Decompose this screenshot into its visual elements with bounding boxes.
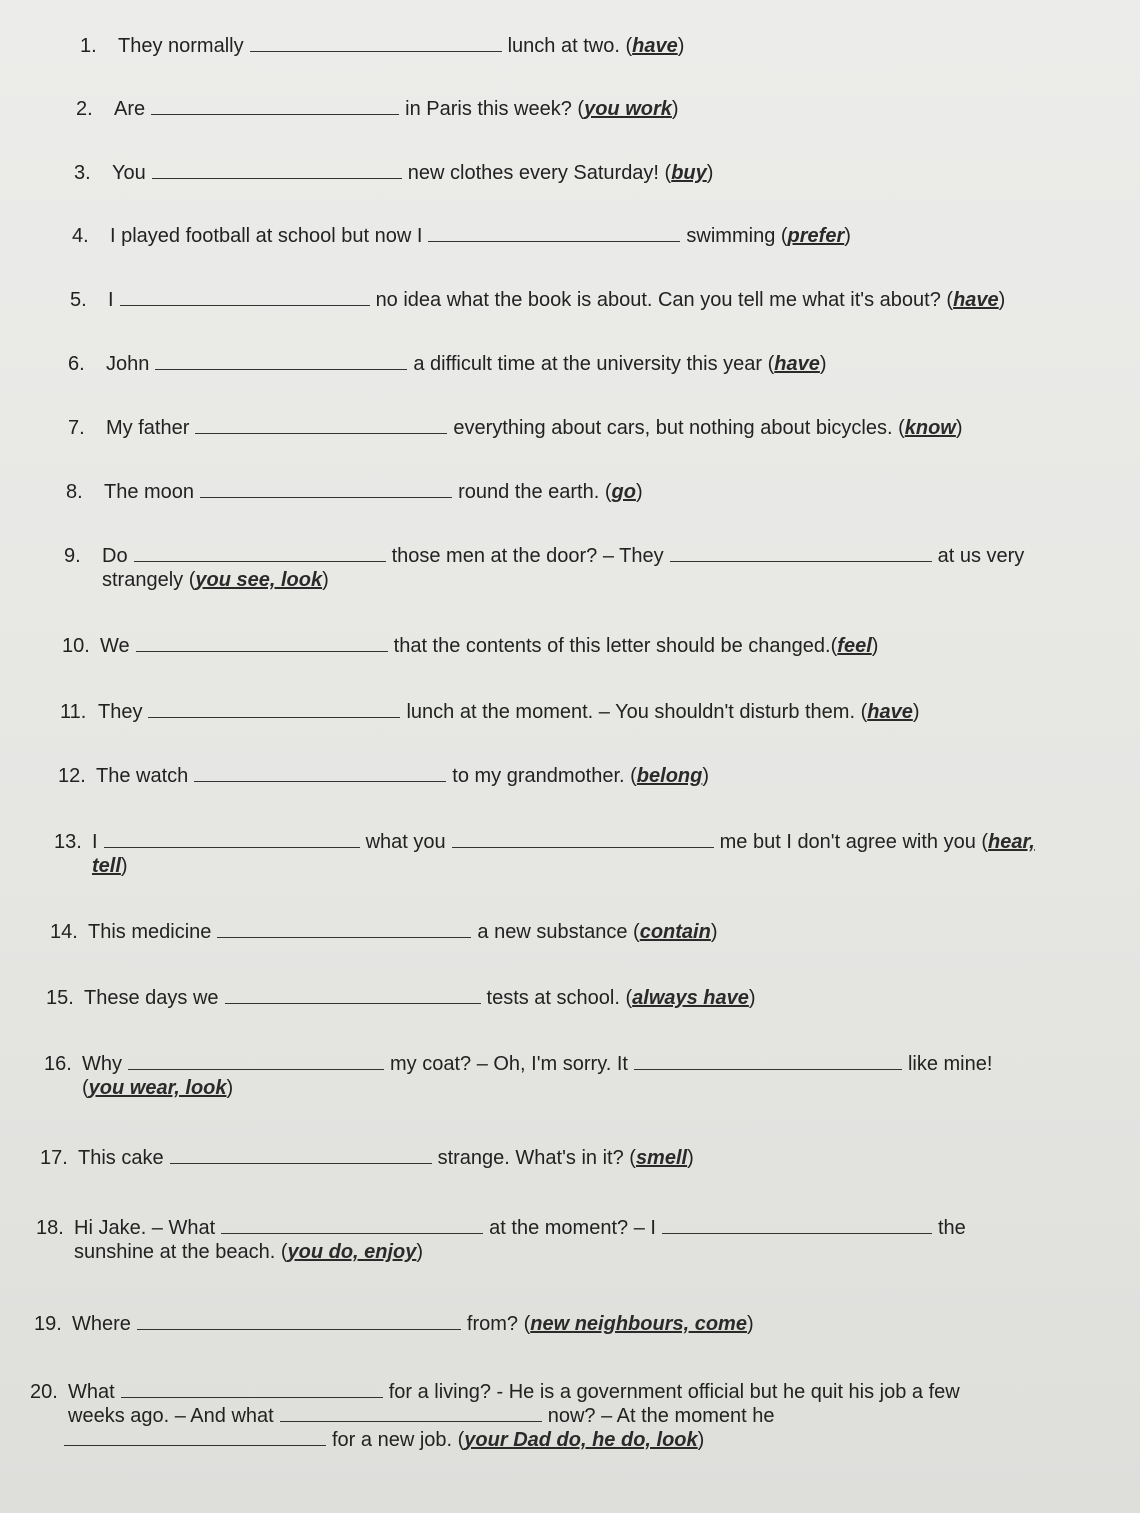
verb-hint: go bbox=[611, 481, 636, 503]
exercise-text: like mine! bbox=[907, 1053, 993, 1075]
exercise-text: You bbox=[112, 162, 146, 184]
answer-blank[interactable] bbox=[120, 289, 370, 306]
exercise-15: 15. These days we tests at school. (always have) bbox=[46, 987, 756, 1009]
exercise-number: 20. bbox=[30, 1381, 58, 1403]
exercise-2: 2. Are in Paris this week? (you work) bbox=[76, 98, 679, 120]
verb-hint: you work bbox=[584, 98, 672, 120]
answer-blank[interactable] bbox=[170, 1147, 432, 1164]
answer-blank[interactable] bbox=[121, 1381, 383, 1398]
exercise-19: 19. Where from? (new neighbours, come) bbox=[34, 1313, 754, 1335]
exercise-number: 8. bbox=[66, 481, 83, 503]
exercise-text: the bbox=[937, 1217, 966, 1239]
exercise-8: 8. The moon round the earth. (go) bbox=[66, 481, 643, 503]
exercise-text: now? – At the moment he bbox=[547, 1405, 775, 1427]
answer-blank[interactable] bbox=[104, 831, 360, 848]
answer-blank[interactable] bbox=[128, 1053, 384, 1070]
answer-blank[interactable] bbox=[452, 831, 714, 848]
exercise-number: 15. bbox=[46, 987, 74, 1009]
exercise-text: a new substance bbox=[477, 921, 628, 943]
exercise-6: 6. John a difficult time at the university this year (have) bbox=[68, 353, 827, 375]
exercise-text: lunch at two. bbox=[507, 35, 620, 57]
verb-hint: have bbox=[632, 35, 678, 57]
answer-blank[interactable] bbox=[152, 162, 402, 179]
exercise-13 bbox=[54, 830, 1035, 878]
exercise-number: 6. bbox=[68, 353, 85, 375]
exercise-line bbox=[30, 1404, 960, 1428]
answer-blank[interactable] bbox=[194, 765, 446, 782]
exercise-text: round the earth. bbox=[458, 481, 600, 503]
exercise-text: What bbox=[68, 1381, 115, 1403]
answer-blank[interactable] bbox=[64, 1429, 326, 1446]
verb-hint: hear, bbox=[988, 831, 1035, 853]
verb-hint: know bbox=[904, 417, 956, 439]
answer-blank[interactable] bbox=[148, 701, 400, 718]
exercise-text: a difficult time at the university this year bbox=[413, 353, 763, 375]
verb-hint: always have bbox=[632, 987, 749, 1009]
verb-hint: tell bbox=[92, 855, 121, 877]
exercise-12: 12. The watch to my grandmother. (belong) bbox=[58, 765, 710, 787]
exercise-text: weeks ago. – And what bbox=[68, 1405, 274, 1427]
exercise-text: strangely bbox=[102, 569, 184, 591]
exercise-text: that the contents of this letter should be changed. bbox=[393, 635, 831, 657]
exercise-text: for a living? - He is a government official but he quit his job a few bbox=[388, 1381, 960, 1403]
exercise-text: those men at the door? – They bbox=[391, 545, 664, 567]
exercise-text: from? bbox=[466, 1313, 519, 1335]
answer-blank[interactable] bbox=[134, 545, 386, 562]
exercise-text: This cake bbox=[78, 1147, 164, 1169]
exercise-5: 5. I no idea what the book is about. Can you tell me what it's about? (have) bbox=[70, 289, 1006, 311]
exercise-number: 4. bbox=[72, 225, 89, 247]
exercise-text: Are bbox=[114, 98, 146, 120]
exercise-number: 3. bbox=[74, 162, 91, 184]
exercise-number: 10. bbox=[62, 635, 90, 657]
exercise-1: 1. They normally lunch at two. (have) bbox=[80, 35, 685, 57]
verb-hint: buy bbox=[671, 162, 707, 184]
exercise-line bbox=[30, 1380, 960, 1404]
exercise-number: 7. bbox=[68, 417, 85, 439]
answer-blank[interactable] bbox=[137, 1313, 461, 1330]
exercise-text: in Paris this week? bbox=[405, 98, 572, 120]
exercise-text: They normally bbox=[118, 35, 244, 57]
exercise-line bbox=[36, 1216, 966, 1240]
answer-blank[interactable] bbox=[670, 545, 932, 562]
exercise-4: 4. I played football at school but now I swimming (prefer) bbox=[72, 225, 851, 247]
exercise-number: 12. bbox=[58, 765, 86, 787]
exercise-18 bbox=[36, 1216, 966, 1264]
exercise-text: what you bbox=[365, 831, 446, 853]
exercise-text: We bbox=[100, 635, 130, 657]
exercise-text: I bbox=[108, 289, 114, 311]
exercise-text: sunshine at the beach. bbox=[74, 1241, 276, 1263]
exercise-number: 11. bbox=[60, 701, 87, 723]
exercise-number: 17. bbox=[40, 1147, 68, 1169]
exercise-text: Where bbox=[72, 1313, 131, 1335]
exercise-text: swimming bbox=[686, 225, 776, 247]
exercise-number: 16. bbox=[44, 1053, 72, 1075]
exercise-16 bbox=[44, 1052, 992, 1100]
exercise-text: strange. What's in it? bbox=[437, 1147, 624, 1169]
exercise-7: 7. My father everything about cars, but nothing about bicycles. (know) bbox=[68, 417, 963, 439]
exercise-text: new clothes every Saturday! bbox=[407, 162, 659, 184]
verb-hint: belong bbox=[636, 765, 703, 787]
verb-hint: prefer bbox=[787, 225, 845, 247]
answer-blank[interactable] bbox=[217, 921, 471, 938]
exercise-text: Hi Jake. – What bbox=[74, 1217, 216, 1239]
exercise-number: 5. bbox=[70, 289, 87, 311]
answer-blank[interactable] bbox=[634, 1053, 902, 1070]
exercise-text: no idea what the book is about. Can you tell me what it's about? bbox=[375, 289, 941, 311]
exercise-text: me but I don't agree with you bbox=[719, 831, 976, 853]
exercise-text: everything about cars, but nothing about bicycles. bbox=[453, 417, 893, 439]
verb-hint: you wear, look bbox=[88, 1077, 227, 1099]
exercise-text: My father bbox=[106, 417, 190, 439]
verb-hint: have bbox=[953, 289, 999, 311]
answer-blank[interactable] bbox=[225, 987, 481, 1004]
exercise-9 bbox=[64, 544, 1024, 592]
answer-blank[interactable] bbox=[136, 635, 388, 652]
exercise-line: for a new job. (your Dad do, he do, look) bbox=[30, 1428, 960, 1452]
exercise-text: at us very bbox=[937, 545, 1025, 567]
exercise-text: Do bbox=[102, 545, 128, 567]
exercise-17: 17. This cake strange. What's in it? (smell) bbox=[40, 1147, 694, 1169]
answer-blank[interactable] bbox=[250, 35, 502, 52]
exercise-number: 2. bbox=[76, 98, 93, 120]
verb-hint: have bbox=[774, 353, 820, 375]
exercise-text: John bbox=[106, 353, 150, 375]
exercise-line: tell) bbox=[92, 855, 128, 877]
answer-blank[interactable] bbox=[155, 353, 407, 370]
exercise-text: tests at school. bbox=[486, 987, 620, 1009]
exercise-text: to my grandmother. bbox=[452, 765, 625, 787]
verb-hint: your Dad do, he do, look bbox=[464, 1429, 698, 1451]
exercise-number: 9. bbox=[64, 545, 81, 567]
answer-blank[interactable] bbox=[195, 417, 447, 434]
exercise-text: The watch bbox=[96, 765, 189, 787]
answer-blank[interactable] bbox=[280, 1405, 542, 1422]
exercise-10: 10. We that the contents of this letter should be changed.(feel) bbox=[62, 635, 879, 657]
exercise-text: The moon bbox=[104, 481, 195, 503]
verb-hint: smell bbox=[635, 1147, 688, 1169]
exercise-number: 14. bbox=[50, 921, 78, 943]
exercise-text: lunch at the moment. – You shouldn't disturb them. bbox=[406, 701, 856, 723]
verb-hint: have bbox=[867, 701, 913, 723]
verb-hint: feel bbox=[837, 635, 872, 657]
exercise-11: 11. They lunch at the moment. – You shouldn't disturb them. (have) bbox=[60, 701, 920, 723]
exercise-line: (you wear, look) bbox=[82, 1077, 234, 1099]
answer-blank[interactable] bbox=[662, 1217, 932, 1234]
exercise-line bbox=[44, 1052, 992, 1076]
exercise-line bbox=[64, 544, 1024, 568]
exercise-number: 19. bbox=[34, 1313, 62, 1335]
exercise-text: for a new job. bbox=[332, 1429, 453, 1451]
exercise-line: strangely (you see, look) bbox=[102, 569, 329, 591]
verb-hint: contain bbox=[639, 921, 711, 943]
exercise-14: 14. This medicine a new substance (contain) bbox=[50, 921, 718, 943]
answer-blank[interactable] bbox=[428, 225, 680, 242]
exercise-text: They bbox=[98, 701, 143, 723]
exercise-20 bbox=[30, 1380, 960, 1452]
answer-blank[interactable] bbox=[221, 1217, 483, 1234]
exercise-text: I played football at school but now I bbox=[110, 225, 423, 247]
exercise-text: This medicine bbox=[88, 921, 212, 943]
exercise-text: at the moment? – I bbox=[489, 1217, 656, 1239]
answer-blank[interactable] bbox=[200, 481, 452, 498]
exercise-text: I bbox=[92, 831, 98, 853]
exercise-number: 1. bbox=[80, 35, 97, 57]
exercise-line: sunshine at the beach. (you do, enjoy) bbox=[74, 1241, 424, 1263]
answer-blank[interactable] bbox=[151, 98, 399, 115]
verb-hint: you do, enjoy bbox=[287, 1241, 417, 1263]
exercise-number: 13. bbox=[54, 831, 82, 853]
verb-hint: you see, look bbox=[195, 569, 323, 591]
exercise-text: These days we bbox=[84, 987, 219, 1009]
exercise-text: Why bbox=[82, 1053, 122, 1075]
exercise-line: 13. I what you me but I don't agree with you (hear, bbox=[54, 831, 1035, 853]
verb-hint: new neighbours, come bbox=[530, 1313, 747, 1335]
exercise-text: my coat? – Oh, I'm sorry. It bbox=[390, 1053, 628, 1075]
exercise-number: 18. bbox=[36, 1217, 64, 1239]
exercise-3: 3. You new clothes every Saturday! (buy) bbox=[74, 162, 714, 184]
